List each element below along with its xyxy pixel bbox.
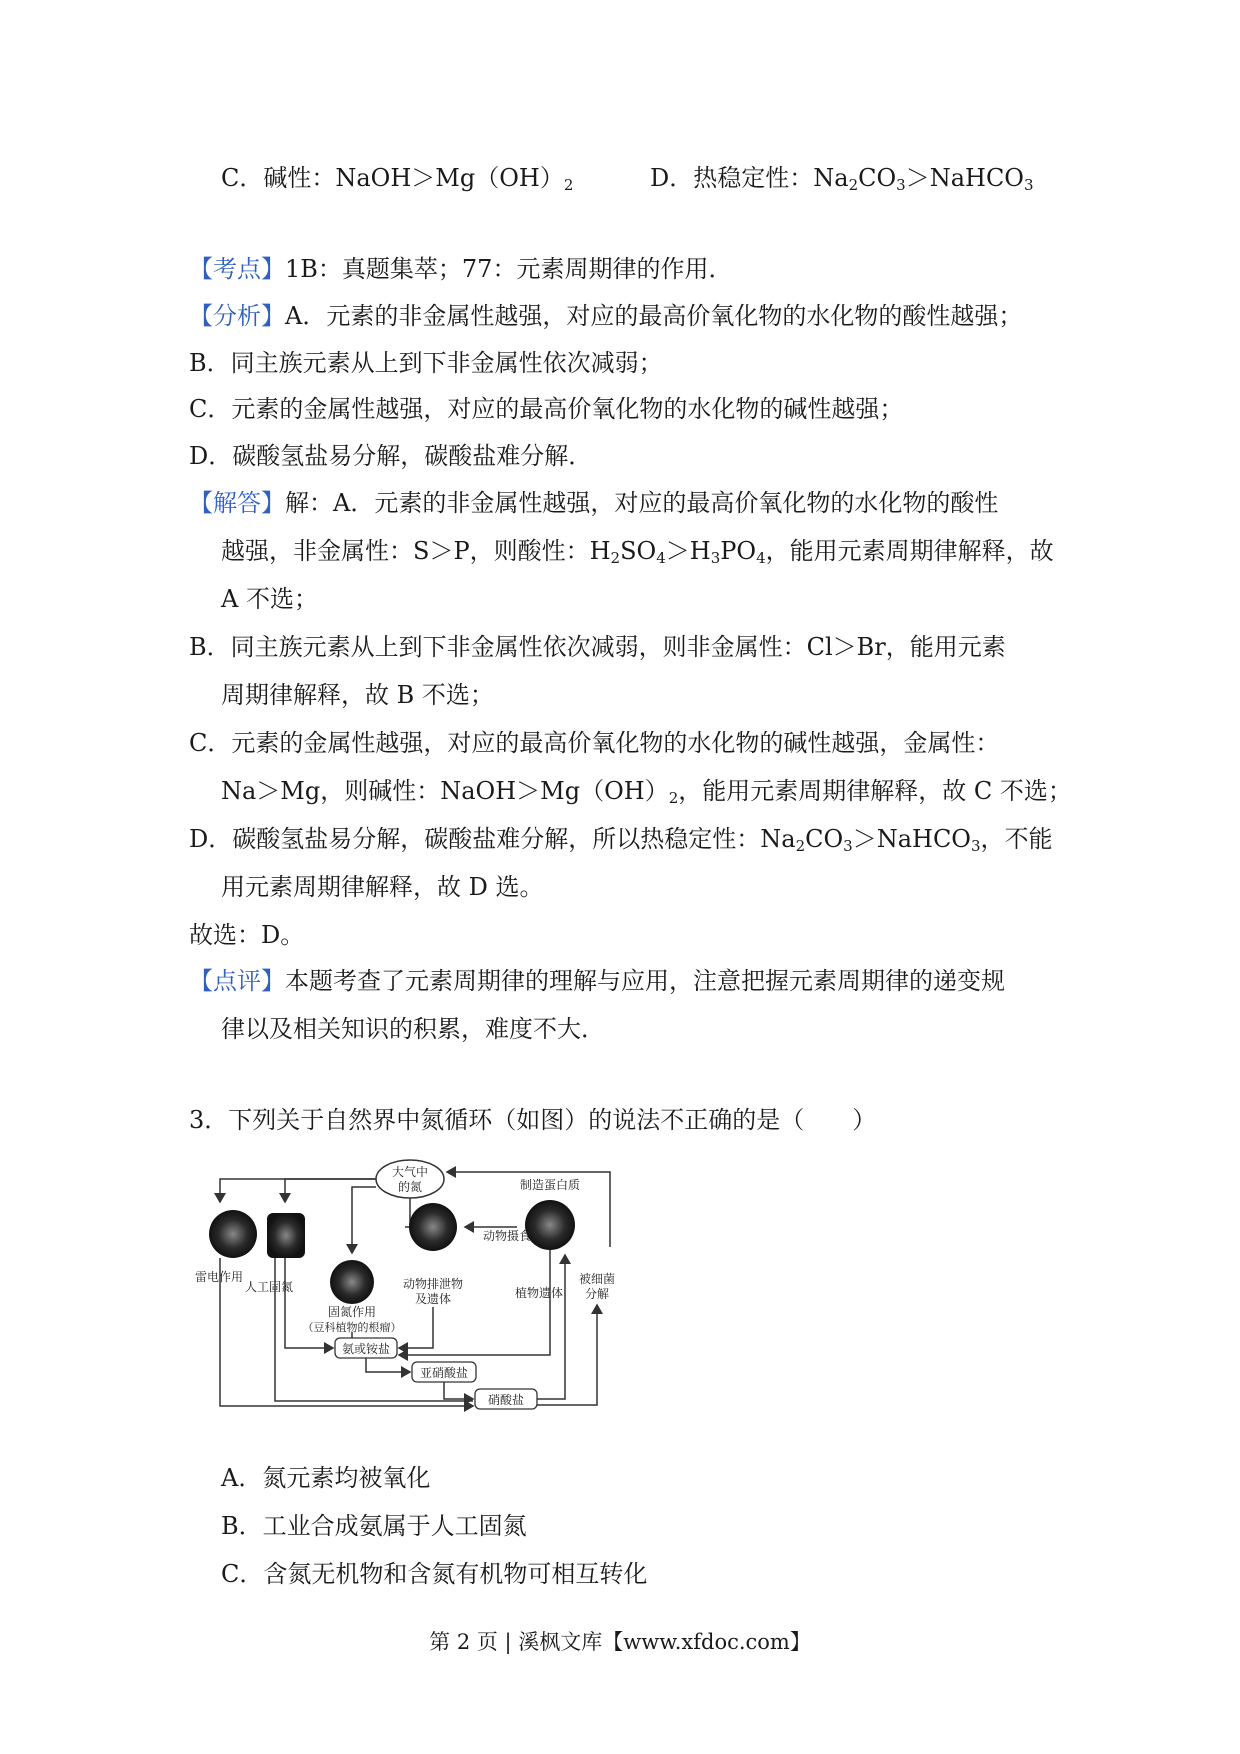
lightning-label: 雷电作用 [195, 1270, 244, 1284]
jieda-line-a1: 【解答】解：A．元素的非金属性越强，对应的最高价氧化物的水化物的酸性 [189, 489, 999, 517]
arrow-excreta-to-ammonia [399, 1307, 433, 1348]
kaodian-line: 【考点】1B：真题集萃；77：元素周期律的作用． [189, 255, 733, 283]
option-d-prev: D．热稳定性：$Na_2CO_3>NaHCO_3$ [650, 164, 1034, 194]
animal-image [409, 1203, 457, 1251]
animal-excreta-label-2: 及遗体 [414, 1292, 452, 1306]
dianping-line-1: 【点评】本题考查了元素周期律的理解与应用，注意把握元素周期律的递变规 [189, 967, 1005, 995]
arrow-air-to-artificial [285, 1179, 376, 1202]
arrow-to-animal [405, 1198, 410, 1227]
page-footer: 第 2 页 | 溪枫文库【www.xfdoc.com】 [429, 1630, 811, 1654]
fenxi-line-c: C．元素的金属性越强，对应的最高价氧化物的水化物的碱性越强； [189, 395, 904, 423]
artificial-image [267, 1213, 305, 1258]
animal-excreta-label-1: 动物排泄物 [402, 1277, 464, 1291]
lightning-image [209, 1210, 257, 1258]
artificial-label: 人工固氮 [245, 1280, 294, 1294]
protein-label: 制造蛋白质 [519, 1178, 581, 1192]
plant-image [525, 1200, 575, 1250]
jieda-line-a2: 越强，非金属性：S＞P，则酸性：$H_2SO_4>H_3PO_4$，能用元素周期律解释，故 [221, 537, 1054, 567]
fenxi-line-d: D．碳酸氢盐易分解，碳酸盐难分解． [189, 442, 593, 470]
jieda-line-d1: D．碳酸氢盐易分解，碳酸盐难分解，所以热稳定性：$Na_2CO_3>NaHCO_3$，不能 [189, 825, 1053, 855]
jieda-line-b2: 周期律解释，故 B 不选； [221, 681, 494, 709]
jieda-line-b1: B．同主族元素从上到下非金属性依次减弱，则非金属性：Cl＞Br，能用元素 [189, 633, 1006, 661]
arrow-nitrite-to-nitrate [444, 1382, 473, 1399]
answer-line: 故选：D。 [189, 921, 305, 949]
fenxi-tag: 【分析】 [189, 302, 285, 330]
bacteria-label-2: 分解 [584, 1287, 610, 1301]
question-3-option-c: C．含氮无机物和含氮有机物可相互转化 [221, 1560, 648, 1588]
jieda-line-c2: Na＞Mg，则碱性：$NaOH>Mg(OH)_2$，能用元素周期律解释，故 C 不选； [221, 777, 1072, 807]
arrow-ammonia-to-nitrite [366, 1358, 410, 1372]
plant-remains-label: 植物遗体 [515, 1286, 564, 1300]
animal-eat-label: 动物摄食 [483, 1229, 532, 1243]
arrow-air-to-fixation [352, 1187, 376, 1253]
dianping-line-2: 律以及相关知识的积累，难度不大． [221, 1015, 605, 1043]
dianping-tag: 【点评】 [189, 967, 285, 995]
ammonia-label: 氨或铵盐 [341, 1342, 391, 1356]
question-3-stem: 3．下列关于自然界中氮循环（如图）的说法不正确的是（ ） [189, 1106, 877, 1134]
jieda-line-a3: A 不选； [221, 585, 318, 613]
fixation-label-2: （豆科植物的根瘤） [302, 1321, 402, 1334]
jieda-tag: 【解答】 [189, 489, 285, 517]
air-label-1: 大气中 [391, 1165, 429, 1179]
fenxi-line-b: B．同主族元素从上到下非金属性依次减弱； [189, 349, 663, 377]
question-3-option-a: A．氮元素均被氧化 [221, 1464, 431, 1492]
nitrite-label: 亚硝酸盐 [419, 1366, 469, 1380]
nitrate-label: 硝酸盐 [487, 1393, 525, 1407]
air-label-2: 的氮 [397, 1180, 423, 1194]
arrow-nitrate-to-plant [537, 1255, 565, 1399]
fixation-label-1: 固氮作用 [327, 1305, 377, 1319]
question-3-option-b: B．工业合成氨属于人工固氮 [221, 1512, 527, 1540]
fenxi-line-a: 【分析】A．元素的非金属性越强，对应的最高价氧化物的水化物的酸性越强； [189, 302, 1023, 330]
jieda-line-c1: C．元素的金属性越强，对应的最高价氧化物的水化物的碱性越强，金属性： [189, 729, 1000, 757]
jieda-line-d2: 用元素周期律解释，故 D 选。 [221, 873, 544, 901]
bacteria-label-1: 被细菌 [578, 1272, 616, 1286]
arrow-artificial-to-ammonia [285, 1258, 333, 1348]
kaodian-tag: 【考点】 [189, 255, 285, 283]
nitrogen-cycle-diagram [195, 1157, 695, 1417]
fixation-image [330, 1260, 374, 1304]
option-c-prev: C．碱性：$NaOH>Mg(OH)_2$ [221, 164, 574, 194]
